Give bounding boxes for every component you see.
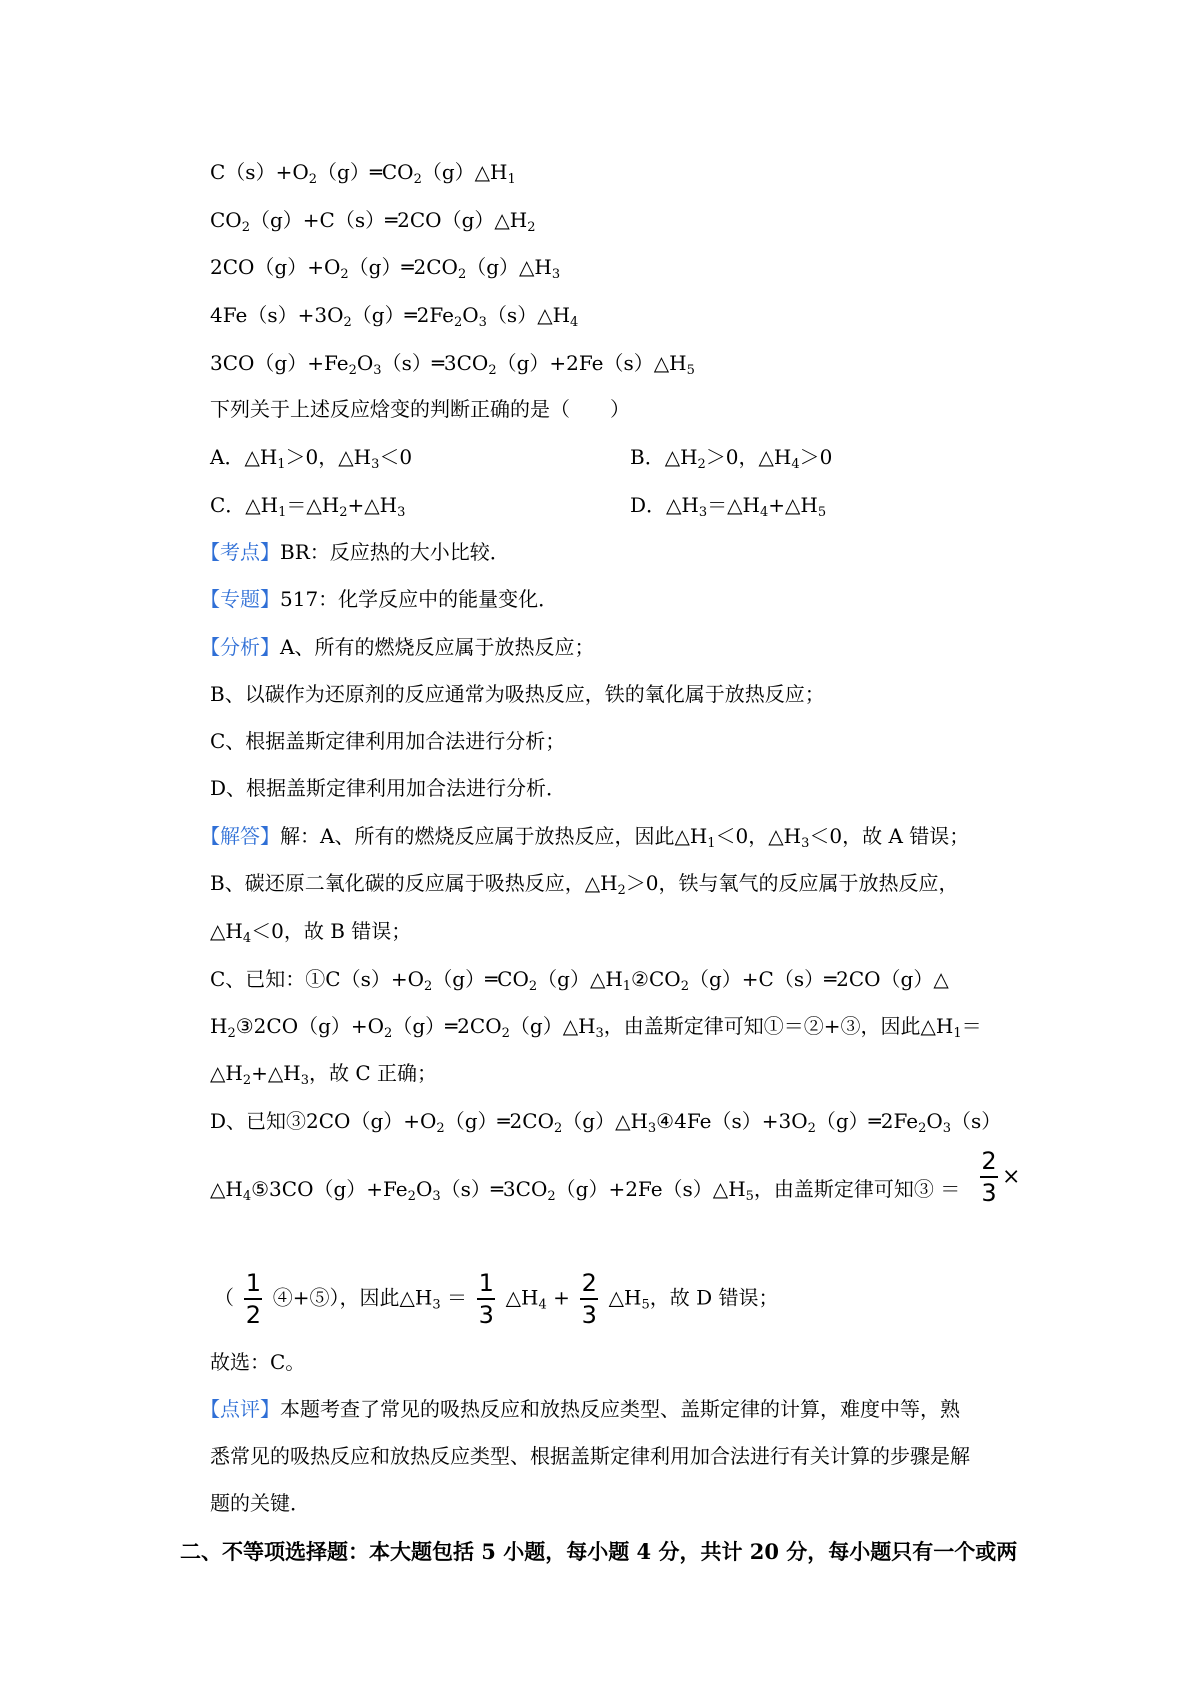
- kaodian-line: 【考点】BR：反应热的大小比较．: [200, 540, 510, 564]
- question-text: 下列关于上述反应焓变的判断正确的是（ ）: [210, 397, 630, 421]
- jieda-line-d2: $\triangle H_4⑤3CO(g)+Fe_2O_3(s)═3CO_2(g)+2Fe(s)\triangle H_5$，由盖斯定律可知③ ＝: [210, 1177, 961, 1204]
- jieda-line-c2: $H_2③2CO(g)+O_2(g)═2CO_2(g)\triangle H_3$，由盖斯定律可知①＝②+③，因此$\triangle H_1=$: [210, 1014, 982, 1041]
- jieda-tag: 【解答】: [200, 824, 280, 848]
- kaodian-tag: 【考点】: [200, 540, 280, 564]
- equation-1: $C(s)+O_2(g)═CO_2(g)\triangle H_1$: [210, 160, 516, 187]
- jieda-line-c1: C、已知：$①C(s)+O_2(g)═CO_2(g)\triangle H_1②CO_2(g)+C(s)═2CO(g)\triangle$: [210, 967, 949, 994]
- fenxi-d: D、根据盖斯定律利用加合法进行分析．: [210, 776, 567, 800]
- jieda-line-c3: $\triangle H_2+\triangle H_3$，故 C 正确；: [210, 1061, 438, 1088]
- fenxi-line: 【分析】A、所有的燃烧反应属于放热反应；: [200, 635, 595, 659]
- equation-4: $4Fe(s)+3O_2(g)═2Fe_2O_3(s)\triangle H_4$: [210, 303, 579, 330]
- dianping-line-3: 题的关键．: [210, 1491, 310, 1515]
- dianping-line-1: 【点评】本题考查了常见的吸热反应和放热反应类型、盖斯定律的计算，难度中等，熟: [200, 1397, 960, 1421]
- section-heading: 二、不等项选择题：本大题包括 5 小题，每小题 4 分，共计 20 分，每小题只有一个或两: [180, 1539, 1018, 1564]
- fenxi-c: C、根据盖斯定律利用加合法进行分析；: [210, 729, 566, 753]
- conclusion: 故选：C。: [210, 1350, 306, 1374]
- zhuanti-tag: 【专题】: [200, 587, 280, 611]
- fraction-2-3-a: $\frac{2}{3}$ ×: [981, 1147, 1021, 1207]
- jieda-line-a: 【解答】解：A、所有的燃烧反应属于放热反应，因此$\triangle H_1<0$，$\triangle H_3<0$，故 A 错误；: [200, 824, 970, 851]
- equation-2: $CO_2(g)+C(s)═2CO(g)\triangle H_2$: [210, 208, 536, 235]
- zhuanti-line: 【专题】517：化学反应中的能量变化．: [200, 587, 559, 611]
- fenxi-b: B、以碳作为还原剂的反应通常为吸热反应，铁的氧化属于放热反应；: [210, 682, 825, 706]
- jieda-line-b2: $\triangle H_4<0$，故 B 错误；: [210, 919, 412, 946]
- option-c: C．$\triangle H_1=\triangle H_2+\triangle H_3$: [210, 493, 406, 520]
- dianping-line-2: 悉常见的吸热反应和放热反应类型、根据盖斯定律利用加合法进行有关计算的步骤是解: [210, 1444, 970, 1468]
- dianping-tag: 【点评】: [200, 1397, 280, 1421]
- fenxi-tag: 【分析】: [200, 635, 280, 659]
- option-b: B．$\triangle H_2>0$，$\triangle H_4>0$: [630, 445, 833, 472]
- equation-3: $2CO(g)+O_2(g)═2CO_2(g)\triangle H_3$: [210, 255, 561, 282]
- option-a: A．$\triangle H_1>0$，$\triangle H_3<0$: [210, 445, 413, 472]
- option-d: D．$\triangle H_3=\triangle H_4+\triangle H_5$: [630, 493, 827, 520]
- jieda-line-d1: D、已知$③2CO(g)+O_2(g)═2CO_2(g)\triangle H_3④4Fe(s)+3O_2(g)═2Fe_2O_3(s)$: [210, 1109, 1002, 1136]
- jieda-line-b: B、碳还原二氧化碳的反应属于吸热反应，$\triangle H_2>0$，铁与氧气的反应属于放热反应，: [210, 871, 959, 898]
- equation-5: $3CO(g)+Fe_2O_3(s)═3CO_2(g)+2Fe(s)\triangle H_5$: [210, 351, 695, 378]
- jieda-line-d3: （ $\frac{1}{2}$ ④+⑤），因此$\triangle H_3$ ＝ $\frac{1}{3}$ $\triangle H_4$ + $\frac{2}{3}$ $\triangle H_5$，故 D 错误；: [214, 1269, 779, 1329]
